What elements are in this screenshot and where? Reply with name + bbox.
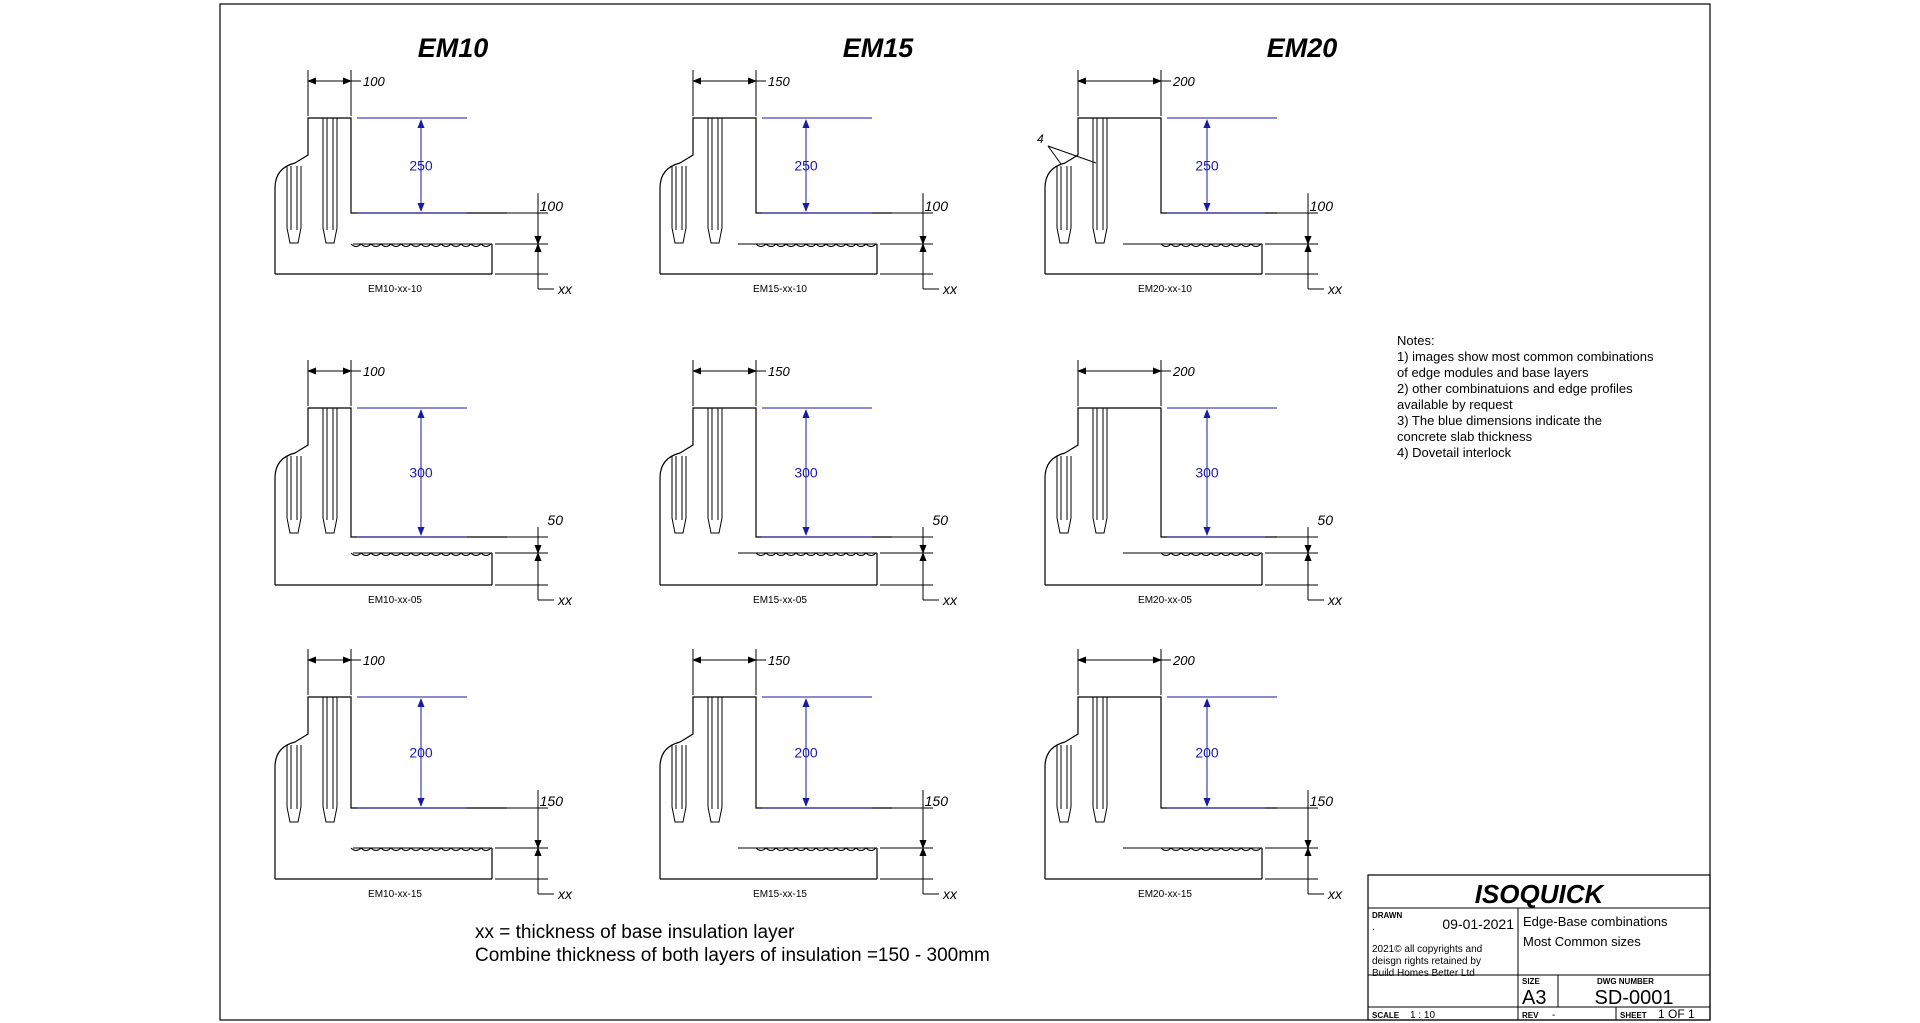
base-thickness-label: 100 (1309, 198, 1333, 214)
slab-thickness-label: 200 (409, 744, 433, 761)
sheet-border (220, 4, 1710, 1020)
wall-slot (323, 118, 337, 243)
wall-slot (1057, 166, 1071, 243)
width-dimension-label: 100 (363, 364, 385, 379)
width-dimension-label: 200 (1173, 74, 1195, 89)
dovetail-interlock (351, 244, 491, 247)
xx-label: xx (943, 281, 957, 297)
wall-slot (323, 408, 337, 533)
note-line: concrete slab thickness (1397, 429, 1533, 444)
xx-label: xx (943, 592, 957, 608)
dovetail-leader-right (1048, 146, 1096, 163)
base-thickness-label: 100 (924, 198, 948, 214)
wall-slot (1057, 745, 1071, 822)
edge-module-outline (275, 408, 507, 585)
xx-label: xx (558, 886, 572, 902)
column-title-em15: EM15 (842, 33, 914, 63)
slab-thickness-label: 300 (409, 464, 433, 481)
detail-code-label: EM15-xx-15 (753, 889, 807, 900)
wall-slot (287, 456, 301, 533)
size-label: SIZE (1522, 977, 1540, 986)
xx-label: xx (943, 886, 957, 902)
detail-code-label: EM20-xx-15 (1138, 889, 1192, 900)
company-name: ISOQUICK (1474, 879, 1604, 909)
wall-slot (708, 118, 722, 243)
base-thickness-label: 50 (932, 512, 948, 528)
title-block (1368, 875, 1710, 1021)
note-line: 4) Dovetail interlock (1397, 445, 1512, 460)
note-line: of edge modules and base layers (1397, 365, 1589, 380)
slab-thickness-label: 300 (794, 464, 818, 481)
note-line: 3) The blue dimensions indicate the (1397, 413, 1602, 428)
width-dimension-label: 100 (363, 653, 385, 668)
width-dimension-label: 100 (363, 74, 385, 89)
drawn-date: 09-01-2021 (1442, 916, 1514, 932)
wall-slot (1093, 118, 1107, 243)
xx-label: xx (1328, 592, 1342, 608)
edge-module-outline (660, 408, 892, 585)
note-line: 2) other combinatuions and edge profiles (1397, 381, 1633, 396)
xx-label: xx (1328, 281, 1342, 297)
base-thickness-label: 50 (1317, 512, 1333, 528)
edge-module-outline (1045, 697, 1277, 879)
description-line: Most Common sizes (1523, 934, 1641, 949)
notes-heading: Notes: (1397, 333, 1435, 348)
edge-module-outline (660, 697, 892, 879)
copyright-line: 2021© all copyrights and (1372, 944, 1483, 955)
copyright-line: Build Homes Better Ltd (1372, 968, 1475, 979)
slab-thickness-label: 250 (1195, 157, 1219, 174)
detail-code-label: EM20-xx-10 (1138, 284, 1192, 295)
wall-slot (708, 697, 722, 822)
base-thickness-label: 150 (539, 793, 563, 809)
detail-code-label: EM15-xx-10 (753, 284, 807, 295)
detail-code-label: EM20-xx-05 (1138, 595, 1192, 606)
dovetail-interlock (351, 848, 491, 851)
description-line: Edge-Base combinations (1523, 914, 1668, 929)
wall-slot (1093, 697, 1107, 822)
slab-thickness-label: 250 (409, 157, 433, 174)
xx-label: xx (558, 281, 572, 297)
edge-module-outline (1045, 408, 1277, 585)
width-dimension-label: 150 (768, 653, 790, 668)
footer-note-xx: xx = thickness of base insulation layer (475, 922, 795, 943)
width-dimension-label: 200 (1173, 364, 1195, 379)
note-line: available by request (1397, 397, 1513, 412)
dovetail-interlock (351, 553, 491, 556)
edge-module-outline (275, 118, 507, 274)
xx-label: xx (1328, 886, 1342, 902)
edge-module-outline (1045, 118, 1277, 274)
sheet-size: A3 (1522, 987, 1547, 1009)
detail-code-label: EM10-xx-05 (368, 595, 422, 606)
base-thickness-label: 150 (1309, 793, 1333, 809)
detail-code-label: EM10-xx-15 (368, 889, 422, 900)
column-title-em20: EM20 (1266, 33, 1338, 63)
rev-value: - (1552, 1010, 1556, 1021)
base-thickness-label: 150 (924, 793, 948, 809)
column-title-em10: EM10 (417, 33, 489, 63)
dwg-number: SD-0001 (1594, 987, 1674, 1009)
wall-slot (672, 166, 686, 243)
width-dimension-label: 150 (768, 74, 790, 89)
detail-code-label: EM10-xx-10 (368, 284, 422, 295)
edge-module-outline (660, 118, 892, 274)
width-dimension-label: 200 (1173, 653, 1195, 668)
sheet-label: SHEET (1620, 1011, 1647, 1020)
base-thickness-label: 100 (539, 198, 563, 214)
detail-code-label: EM15-xx-05 (753, 595, 807, 606)
wall-slot (1057, 456, 1071, 533)
xx-label: xx (558, 592, 572, 608)
detail-grid (275, 70, 1343, 902)
slab-thickness-label: 200 (1195, 744, 1219, 761)
footer-note-combined: Combine thickness of both layers of insulation =150 - 300mm (475, 945, 990, 966)
wall-slot (672, 456, 686, 533)
slab-thickness-label: 300 (1195, 464, 1219, 481)
notes-block (1397, 333, 1654, 460)
wall-slot (323, 697, 337, 822)
base-thickness-label: 50 (547, 512, 563, 528)
wall-slot (1093, 408, 1107, 533)
wall-slot (708, 408, 722, 533)
drawn-label: DRAWN (1372, 911, 1403, 920)
width-dimension-label: 150 (768, 364, 790, 379)
slab-thickness-label: 250 (794, 157, 818, 174)
rev-label: REV (1522, 1011, 1539, 1020)
drawn-mark: . (1372, 921, 1376, 933)
note-line: 1) images show most common combinations (1397, 349, 1654, 364)
wall-slot (287, 166, 301, 243)
edge-module-outline (275, 697, 507, 879)
dwg-number-label: DWG NUMBER (1597, 977, 1654, 986)
sheet-number: 1 OF 1 (1658, 1007, 1695, 1021)
dovetail-callout-number: 4 (1037, 132, 1044, 146)
scale-label: SCALE (1372, 1011, 1400, 1020)
slab-thickness-label: 200 (794, 744, 818, 761)
wall-slot (672, 745, 686, 822)
copyright-line: deisgn rights retained by (1372, 956, 1481, 967)
scale-value: 1 : 10 (1410, 1010, 1436, 1021)
wall-slot (287, 745, 301, 822)
